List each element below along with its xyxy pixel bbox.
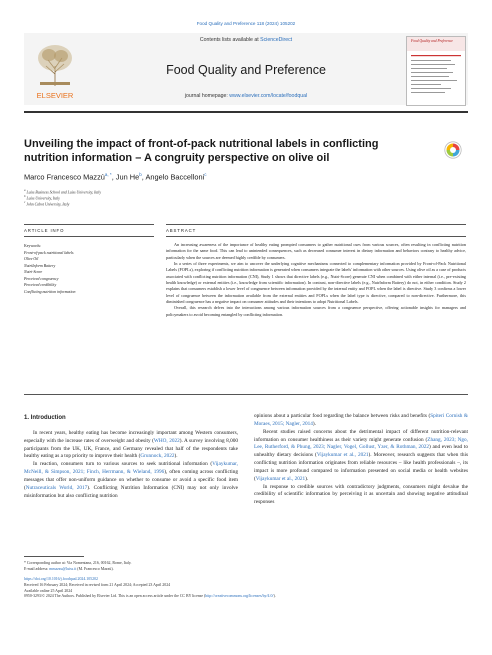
journal-reference[interactable]: Food Quality and Preference 118 (2024) 105202: [196, 21, 296, 26]
citation-link[interactable]: Spiteri Cornish & Moraes, 2015; Nagler, 2014: [254, 413, 468, 427]
email-label: E-mail address:: [24, 567, 50, 571]
author-name[interactable]: Marco Francesco Mazzù: [24, 172, 105, 182]
body-paragraph: [254, 484, 468, 508]
publication-info: [24, 577, 468, 600]
body-text: ).: [174, 453, 178, 460]
abstract-rule: [166, 236, 466, 237]
body-text: ).: [305, 475, 309, 482]
footnotes: [24, 560, 244, 572]
keyword: Nutri-Score: [24, 270, 43, 274]
contents-prefix: Contents lists available at: [199, 37, 261, 43]
article-info-rule: [24, 236, 154, 237]
citation-link[interactable]: Vijaykumar et al., 2021: [316, 452, 369, 459]
body-text: ), often coming across conflicting messages that offer non-uniform guidance on whether to consume or avoid a specific food item (: [24, 469, 238, 491]
citation-link[interactable]: Grunnock, 2022: [140, 453, 175, 460]
affiliation-mark: c: [24, 200, 26, 204]
affiliation-text: John Cabot University, Italy: [26, 202, 70, 207]
author-affiliation-mark[interactable]: b: [139, 172, 142, 177]
body-text: ).: [312, 420, 316, 427]
citation-link[interactable]: Nutraceuticals World, 2017: [25, 484, 88, 491]
author-affiliation-mark[interactable]: a, *: [104, 172, 112, 177]
corresponding-author-note: * Corresponding author at: Via Nomentana, 216, 00162, Rome, Italy.: [24, 561, 132, 565]
abstract-rule: [166, 224, 466, 225]
abstract-heading: ABSTRACT: [166, 228, 197, 233]
affiliation-text: Luiss University, Italy: [26, 196, 60, 201]
author-name[interactable]: Jun He: [115, 172, 140, 182]
body-paragraph: [254, 429, 468, 484]
keywords-list: [24, 243, 75, 295]
journal-title: Food Quality and Preference: [166, 63, 326, 77]
body-paragraph: [24, 430, 238, 461]
body-text: In response to credible sources with contradictory judgments, consumers might devalue the credibility of scientific information by perceiving it as uncertain and showing negative attitudinal responses: [254, 483, 468, 506]
received-dates: Received 16 February 2024; Received in revised form 21 April 2024; Accepted 23 April 2024: [24, 582, 171, 587]
section-heading: 1. Introduction: [24, 415, 66, 421]
keyword: Conflicting nutrition information: [24, 289, 76, 294]
journal-cover-image[interactable]: [406, 36, 466, 106]
abstract-body: [166, 242, 466, 318]
author-affiliation-mark[interactable]: c: [204, 172, 207, 177]
abstract-paragraph: An increasing awareness of the importance of healthy eating prompted consumers to gather nutritional cues from various sources, often resulting in conflicting nutrition information for the same food. This can lead to unintended consequences, such as decreased consumer interest in dietary information and behaviors contrary to healthy advice, particularly when the sources are deemed highly credible by consumers.: [166, 242, 466, 260]
license-text-end: ).: [273, 594, 276, 599]
publisher-name: ELSEVIER: [36, 91, 74, 100]
author-separator: ,: [111, 172, 116, 182]
body-right-column: [254, 413, 468, 507]
affiliation-mark: a: [24, 188, 26, 192]
affiliation-mark: b: [24, 194, 26, 198]
doi-link[interactable]: https://doi.org/10.1016/j.foodqual.2024.105202: [24, 577, 98, 581]
keyword: Perceived credibility: [24, 283, 57, 287]
keyword: Perceived congruency: [24, 276, 59, 281]
keywords-label: Keywords:: [24, 244, 42, 248]
body-text: ). A survey involving 8,000 participants from the UK, UK, France, and Germany revealed that half of the respondents take healthy eating as a top priority to improve their health (: [24, 437, 238, 460]
homepage-prefix: journal homepage:: [184, 93, 230, 99]
abstract-end-rule: [24, 394, 468, 395]
body-paragraph: [24, 461, 238, 500]
crossmark-icon[interactable]: [444, 141, 462, 159]
article-title: Unveiling the impact of front-of-pack nutritional labels in conflicting nutrition information – A congruity perspective on olive oil: [24, 138, 379, 164]
author-separator: ,: [141, 172, 146, 182]
license-link[interactable]: http://creativecommons.org/licenses/by/4.0/: [205, 594, 274, 599]
body-text: ). Moreover, research suggests that when this conflicting nutrition information originates from reliable resources – like health professionals –, its impact is more profound compared to information presented on social media or health websites (: [254, 452, 468, 482]
abstract-paragraph: In a series of three experiments, we aim to uncover the underlying cognitive mechanisms connected to complementary information provided by Front-of-Pack Nutritional Labels (FOPLs), exploring if conflicting nutrition information is generated when consumers integrate the labels' information with other sources. Using olive oil as a case of products associated with conflicting nutrition information (CNI), Study 1 shows that directive labels (e.g., Nutri-Score) generate CNI when combined with either internal (i.e., pre-existing health knowledge) or external entities (i.e., knowledge from scientific information). In contrast, non-directive labels (e.g., NutrInform Battery) do not, in either condition. Study 2 explains that consumers establish a lower level of congruence between information provided by the internal entity and FOPL when the label is directive. Study 3 confirms a lower level of congruence between the information available from the external entities and FOPLs when the label type is directive, compared to non-directive. Furthermore, this diminished congruence has a negative impact on consumer attitudes and their intentions to adopt Nutritional Labels.: [166, 261, 466, 305]
abstract-paragraph: Overall, this research delves into the interactions among various information sources from a congruence perspective, offering actionable insights for managers and policymakers to avoid becoming entangled by conflicting information.: [166, 305, 466, 317]
author-list: [24, 172, 206, 181]
citation-link[interactable]: WHO, 2022: [153, 437, 180, 444]
body-left-column: [24, 415, 238, 500]
article-info-rule: [24, 224, 154, 225]
cover-title: Food Quality and Preference: [411, 39, 453, 43]
license-note: [24, 594, 468, 600]
homepage-link[interactable]: www.elsevier.com/locate/foodqual: [229, 93, 308, 99]
keyword: NutriInform Battery: [24, 263, 56, 268]
citation-link[interactable]: Vijaykumar, McNeill, & Simpson, 2021; Finch, Herrmann, & Wieland, 1996: [24, 461, 238, 476]
body-text: ). Conflicting Nutrition Information (CNI) may not only involve misinformation but also conflicting nutrition: [24, 484, 239, 499]
email-suffix: (M. Francesco Mazzù).: [76, 567, 114, 571]
body-text: ) and even lead to unhealthy dietary decisions (: [254, 444, 468, 459]
body-text: Recent studies raised concerns about the detrimental impact of different nutrition-relevant information on consumer healthiness as their variety might generate confusion (: [254, 428, 468, 443]
citation-link[interactable]: Zhang, 2023; Ngo, Lee, Rutherford, & Phung, 2023; Nagler, Vogel, Gollust, Yzer, & Rothman, 2022: [254, 436, 468, 451]
affiliation: [24, 199, 69, 207]
body-text: opinions about a particular food regarding the balance between risks and benefits (: [254, 413, 431, 419]
keyword: Front-of-pack nutritional labels: [24, 250, 74, 255]
license-text: 0950-3293/© 2024 The Authors. Published by Elsevier Ltd. This is an open access article under the CC BY license (: [24, 594, 206, 599]
header-rule: [24, 111, 468, 113]
body-text: In reaction, consumers turn to various sources to seek nutritional information (: [33, 461, 213, 468]
available-online: Available online 25 April 2024: [24, 588, 73, 593]
citation-link[interactable]: Vijaykumar et al., 2021: [255, 475, 306, 482]
email-link[interactable]: mmazzu@luiss.it: [49, 567, 77, 571]
email-note: [24, 566, 244, 572]
sciencedirect-link[interactable]: ScienceDirect: [260, 37, 293, 43]
body-paragraph: [254, 413, 468, 429]
keyword: Olive Oil: [24, 257, 39, 261]
body-text: In recent years, healthy eating has become increasingly important among Western consumers, especially with the increase rates of overweight and obesity (: [24, 429, 238, 444]
affiliation-text: Luiss Business School and Luiss University, Italy: [26, 190, 102, 195]
article-info-heading: ARTICLE INFO: [24, 228, 65, 233]
author-name[interactable]: Angelo Baccelloni: [145, 172, 205, 182]
